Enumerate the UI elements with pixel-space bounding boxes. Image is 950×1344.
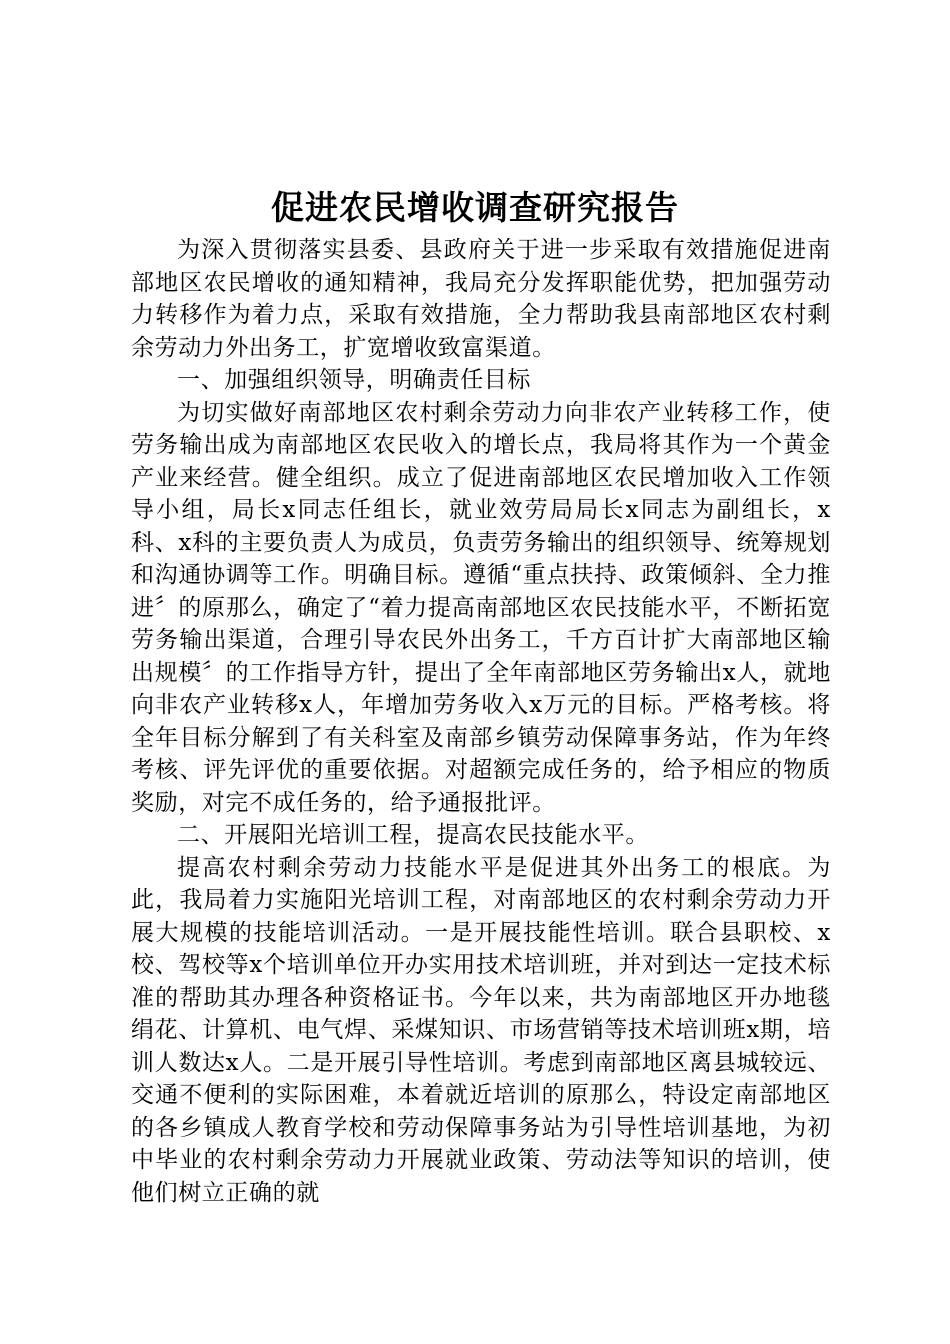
paragraph-section-2: 提高农村剩余劳动力技能水平是促进其外出务工的根底。为此，我局着力实施阳光培训工程，对南部地区的农村剩余劳动力开展大规模的技能培训活动。一是开展技能性培训。联合县职校、x校、驾校等x个培训单位开办实用技术培训班，并对到达一定技术标准的帮助其办理各种资格证书。今年以来，共为南部地区开办地毯绢花、计算机、电气焊、采煤知识、市场营销等技术培训班x期，培训人数达x人。二是开展引导性培训。考虑到南部地区离县城较远、交通不便利的实际困难，本着就近培训的原那么，特设定南部地区的各乡镇成人教育学校和劳动保障事务站为引导性培训基地，为初中毕业的农村剩余劳动力开展就业政策、劳动法等知识的培训，使他们树立正确的就 [131,854,831,1206]
section-heading-1: 一、加强组织领导，明确责任目标 [177,367,531,393]
section-heading-2: 二、开展阳光培训工程，提高农民技能水平。 [177,822,649,848]
paragraph-intro: 为深入贯彻落实县委、县政府关于进一步采取有效措施促进南部地区农民增收的通知精神，我局充分发挥职能优势，把加强劳动力转移作为着力点，采取有效措施，全力帮助我县南部地区农村剩余劳动力外出务工，扩宽增收致富渠道。 [131,237,831,361]
document-body [131,234,831,1209]
paragraph-section-1: 为切实做好南部地区农村剩余劳动力向非农产业转移工作，使劳务输出成为南部地区农民收入的增长点，我局将其作为一个黄金产业来经营。健全组织。成立了促进南部地区农民增加收入工作领导小组，局长x同志任组长，就业效劳局局长x同志为副组长，x科、x科的主要负责人为成员，负责劳务输出的组织领导、统筹规划和沟通协调等工作。明确目标。遵循“重点扶持、政策倾斜、全力推进〞的原那么，确定了“着力提高南部地区农民技能水平，不断拓宽劳务输出渠道，合理引导农民外出务工，千方百计扩大南部地区输出规模〞的工作指导方针，提出了全年南部地区劳务输出x人，就地向非农产业转移x人，年增加劳务收入x万元的目标。严格考核。将全年目标分解到了有关科室及南部乡镇劳动保障事务站，作为年终考核、评先评优的重要依据。对超额完成任务的，给予相应的物质奖励，对完不成任务的，给予通报批评。 [131,399,831,816]
document-title: 促进农民增收调查研究报告 [271,188,679,227]
